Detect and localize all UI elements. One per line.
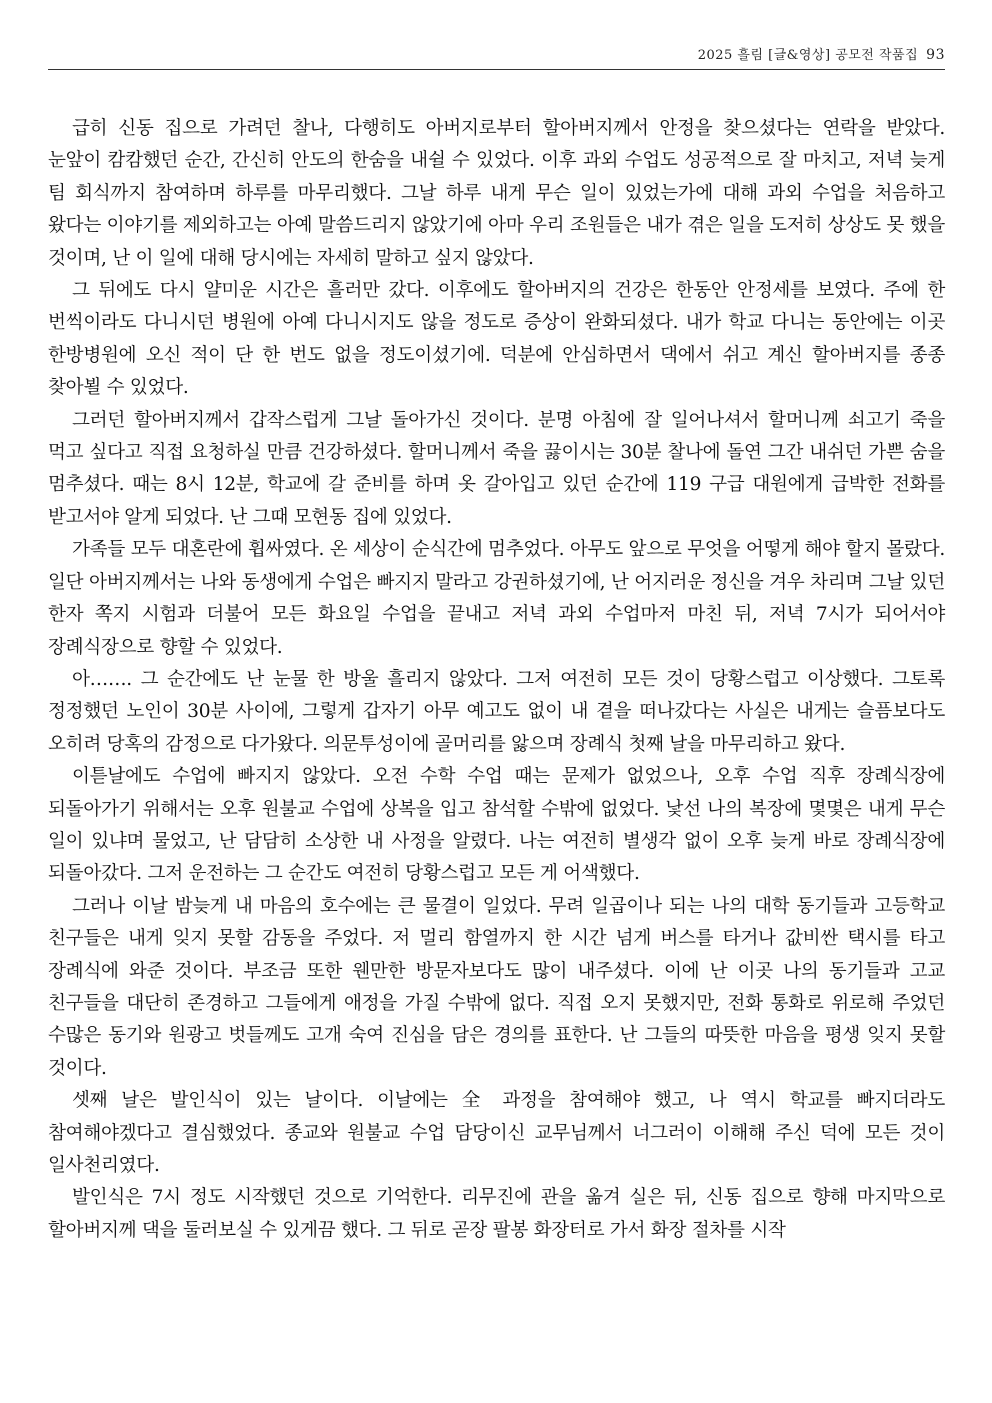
paragraph-9: 발인식은 7시 정도 시작했던 것으로 기억한다. 리무진에 관을 옮겨 실은 뒤, 신동 집으로 향해 마지막으로 할아버지께 댁을 둘러보실 수 있게끔 했다. 그 뒤로 곧장 팔봉 화장터로 가서 화장 절차를 시작	[48, 1187, 945, 1241]
paragraph-4: 가족들 모두 대혼란에 휩싸였다. 온 세상이 순식간에 멈추었다. 아무도 앞으로 무엇을 어떻게 해야 할지 몰랐다. 일단 아버지께서는 나와 동생에게 수업은 빠지지 말라고 강권하셨기에, 난 어지러운 정신을 겨우 차리며 그날 있던 한자 쪽지 시험과 더불어 모든 화요일 수업을 끝내고 저녁 과외 수업마저 마친 뒤, 저녁 7시가 되어서야 장례식장으로 향할 수 있었다.	[48, 539, 945, 658]
publication-title: 2025 흘림 [글&영상] 공모전 작품집	[697, 48, 919, 63]
paragraph-3: 그러던 할아버지께서 갑작스럽게 그날 돌아가신 것이다. 분명 아침에 잘 일어나셔서 할머니께 쇠고기 죽을 먹고 싶다고 직접 요청하실 만큼 건강하셨다. 할머니께서 죽을 끓이시는 30분 찰나에 돌연 그간 내쉬던 가쁜 숨을 멈추셨다. 때는 8시 12분, 학교에 갈 준비를 하며 옷 갈아입고 있던 순간에 119 구급 대원에게 급박한 전화를 받고서야 알게 되었다. 난 그때 모현동 집에 있었다.	[48, 409, 945, 528]
paragraph-6: 이튿날에도 수업에 빠지지 않았다. 오전 수학 수업 때는 문제가 없었으나, 오후 수업 직후 장례식장에 되돌아가기 위해서는 오후 원불교 수업에 상복을 입고 참석할 수밖에 없었다. 낯선 나의 복장에 몇몇은 내게 무슨 일이 있냐며 물었고, 난 담담히 소상한 내 사정을 알렸다. 나는 여전히 별생각 없이 오후 늦게 바로 장례식장에 되돌아갔다. 그저 운전하는 그 순간도 여전히 당황스럽고 모든 게 어색했다.	[48, 766, 945, 885]
header-divider	[48, 69, 945, 70]
paragraph-5: 아……. 그 순간에도 난 눈물 한 방울 흘리지 않았다. 그저 여전히 모든 것이 당황스럽고 이상했다. 그토록 정정했던 노인이 30분 사이에, 그렇게 갑자기 아무 예고도 없이 내 곁을 떠나갔다는 사실은 내게는 슬픔보다도 오히려 당혹의 감정으로 다가왔다. 의문투성이에 골머리를 앓으며 장례식 첫째 날을 마무리하고 왔다.	[48, 668, 945, 755]
paragraph-2: 그 뒤에도 다시 얄미운 시간은 흘러만 갔다. 이후에도 할아버지의 건강은 한동안 안정세를 보였다. 주에 한 번씩이라도 다니시던 병원에 아예 다니시지도 않을 정도로 증상이 완화되셨다. 내가 학교 다니는 동안에는 이곳 한방병원에 오신 적이 단 한 번도 없을 정도이셨기에. 덕분에 안심하면서 댁에서 쉬고 계신 할아버지를 종종 찾아뵐 수 있었다.	[48, 280, 945, 399]
running-header	[48, 44, 945, 63]
paragraph-1: 급히 신동 집으로 가려던 찰나, 다행히도 아버지로부터 할아버지께서 안정을 찾으셨다는 연락을 받았다. 눈앞이 캄캄했던 순간, 간신히 안도의 한숨을 내쉴 수 있었다. 이후 과외 수업도 성공적으로 잘 마치고, 저녁 늦게 팀 회식까지 참여하며 하루를 마무리했다. 그날 하루 내게 무슨 일이 있었는가에 대해 과외 수업을 처음하고 왔다는 이야기를 제외하고는 아예 말씀드리지 않았기에 아마 우리 조원들은 내가 겪은 일을 도저히 상상도 못 했을 것이며, 난 이 일에 대해 당시에는 자세히 말하고 싶지 않았다.	[48, 118, 945, 269]
paragraph-8: 셋째 날은 발인식이 있는 날이다. 이날에는 全 과정을 참여해야 했고, 나 역시 학교를 빠지더라도 참여해야겠다고 결심했었다. 종교와 원불교 수업 담당이신 교무님께서 너그러이 이해해 주신 덕에 모든 것이 일사천리였다.	[48, 1090, 945, 1176]
body-text	[48, 113, 945, 1247]
paragraph-7: 그러나 이날 밤늦게 내 마음의 호수에는 큰 물결이 일었다. 무려 일곱이나 되는 나의 대학 동기들과 고등학교 친구들은 내게 잊지 못할 감동을 주었다. 저 멀리 함열까지 한 시간 넘게 버스를 타거나 값비싼 택시를 타고 장례식에 와준 것이다. 부조금 또한 웬만한 방문자보다도 많이 내주셨다. 이에 난 이곳 나의 동기들과 고교 친구들을 대단히 존경하고 그들에게 애정을 가질 수밖에 없다. 직접 오지 못했지만, 전화 통화로 위로해 주었던 수많은 동기와 원광고 벗들께도 고개 숙여 진심을 담은 경의를 표한다. 난 그들의 따뜻한 마음을 평생 잊지 못할 것이다.	[48, 895, 945, 1079]
page-number: 93	[926, 47, 945, 63]
